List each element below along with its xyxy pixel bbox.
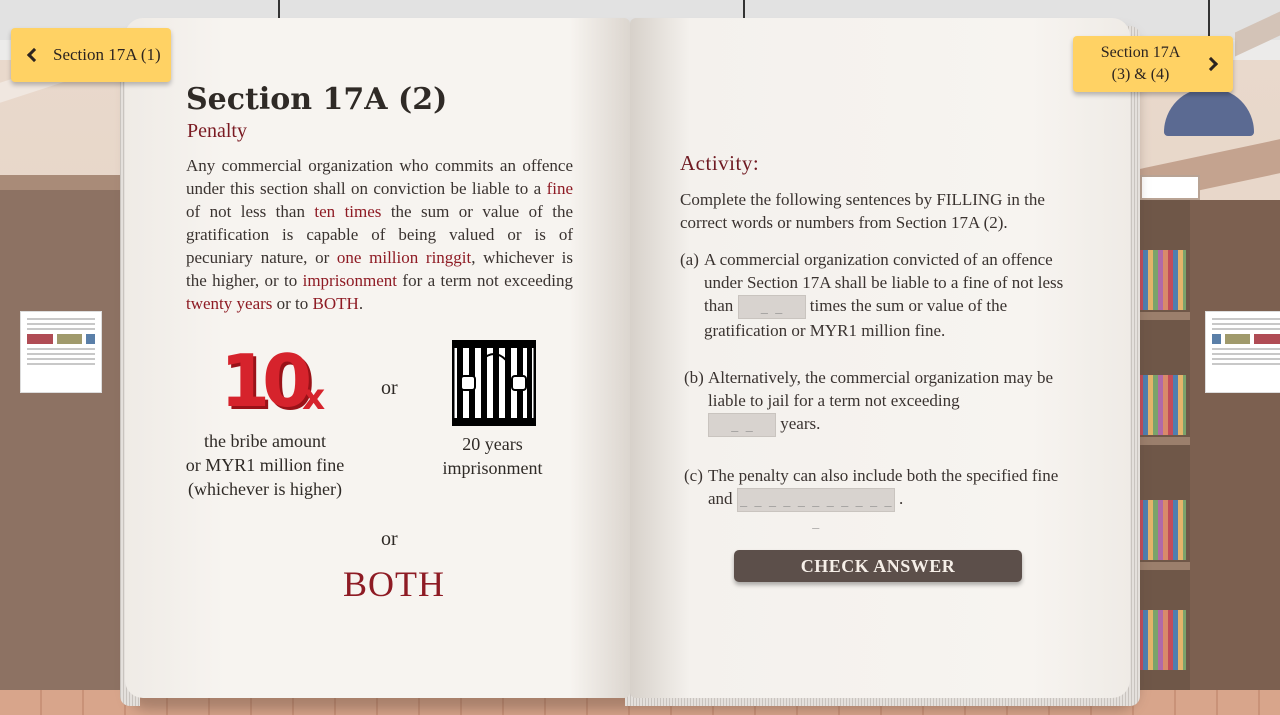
next-section-button[interactable] [1073,36,1233,92]
highlight-twenty-years: twenty years [186,294,273,313]
wall-poster [20,311,102,393]
both-label: BOTH [343,564,445,604]
highlight-one-million: one million ringgit [336,248,472,267]
activity-title: Activity: [680,151,760,175]
answer-c-input[interactable]: _ _ _ _ _ _ _ _ _ _ _ _ [737,488,895,512]
right-bookshelf-side [1190,200,1280,715]
activity-instructions: Complete the following sentences by FILLING in the correct words or numbers from Section 17A (2). [680,190,1045,232]
fine-caption-line: the bribe amount [204,431,326,451]
next-section-label-line2: (3) & (4) [1111,66,1170,83]
wall-window [1140,175,1200,200]
left-bookshelf [0,190,125,715]
ceiling-lamp-icon [1164,88,1254,138]
answer-a-input[interactable]: _ _ [738,295,806,319]
or-label: or [381,528,398,550]
ten-times-icon [220,339,330,423]
answer-b-input[interactable]: _ _ [708,413,776,437]
chevron-left-icon [27,48,41,62]
jail-caption [425,432,560,480]
bookshelf-books [1138,250,1186,310]
fine-caption-line: (whichever is higher) [188,479,342,499]
highlight-fine: fine [546,179,573,198]
body-text-segment: or to [272,294,313,313]
highlight-ten-times: ten times [314,202,382,221]
page-subtitle: Penalty [187,120,247,142]
previous-section-label: Section 17A (1) [53,45,161,64]
next-section-label [1093,42,1188,86]
bookshelf-books [1138,610,1186,670]
highlight-both: BOTH [312,294,359,313]
right-page [630,18,1130,698]
shelf-board [1135,562,1190,570]
body-text-segment: the sum or value of the gratification is capable of being valued or is of pecuniary nature, or [186,202,573,267]
wall-poster [1205,311,1280,393]
check-answer-button[interactable]: CHECK ANSWER [734,550,1022,582]
shelf-board [1135,312,1190,320]
or-label: or [381,377,398,399]
previous-section-button[interactable] [11,28,171,82]
question-text: The penalty can also include both the specified fine and [708,466,1059,508]
question-a [680,248,1080,342]
body-text-segment: for a term not exceeding [397,271,573,290]
multiply-icon: x [302,377,326,418]
fine-caption-line: or MYR1 million fine [185,455,345,475]
section-body-text [186,154,573,315]
question-text: Alternatively, the commercial organization may be liable to jail for a term not exceeding [708,368,1054,410]
jail-caption-line: 20 years [462,434,523,454]
question-text: . [899,489,904,508]
question-text: years. [780,414,821,433]
body-text-segment: of not less than [186,202,315,221]
ten-times-number: 10 [220,339,305,423]
shelf-board [1135,437,1190,445]
question-label: (c) [684,466,703,485]
jail-bars-icon [452,340,536,426]
page-title: Section 17A (2) [186,82,448,117]
highlight-imprisonment: imprisonment [302,271,398,290]
next-section-label-line1: Section 17A [1100,44,1181,61]
chevron-right-icon [1204,57,1218,71]
body-text-segment: Any commercial organization who commits an offence under this section shall on conviction be liable to a [186,156,573,198]
question-body [684,464,1084,530]
fine-caption [175,429,355,501]
question-text: A commercial organization convicted of an offence under Section 17A shall be liable to a fine of not less than [704,250,1064,315]
question-label: (b) [684,368,704,387]
question-label: (a) [680,250,699,269]
question-text: times the sum or value of the gratification or MYR1 million fine. [704,296,1008,341]
bookshelf-books [1138,375,1186,435]
question-b [684,366,1084,437]
question-c [684,464,1084,530]
jail-caption-line: imprisonment [442,458,543,478]
body-text-segment: , whichever is the higher, or to [186,248,573,290]
question-body [680,248,1080,342]
body-text-segment: . [358,294,364,313]
question-body [684,366,1084,437]
bookshelf-books [1138,500,1186,560]
